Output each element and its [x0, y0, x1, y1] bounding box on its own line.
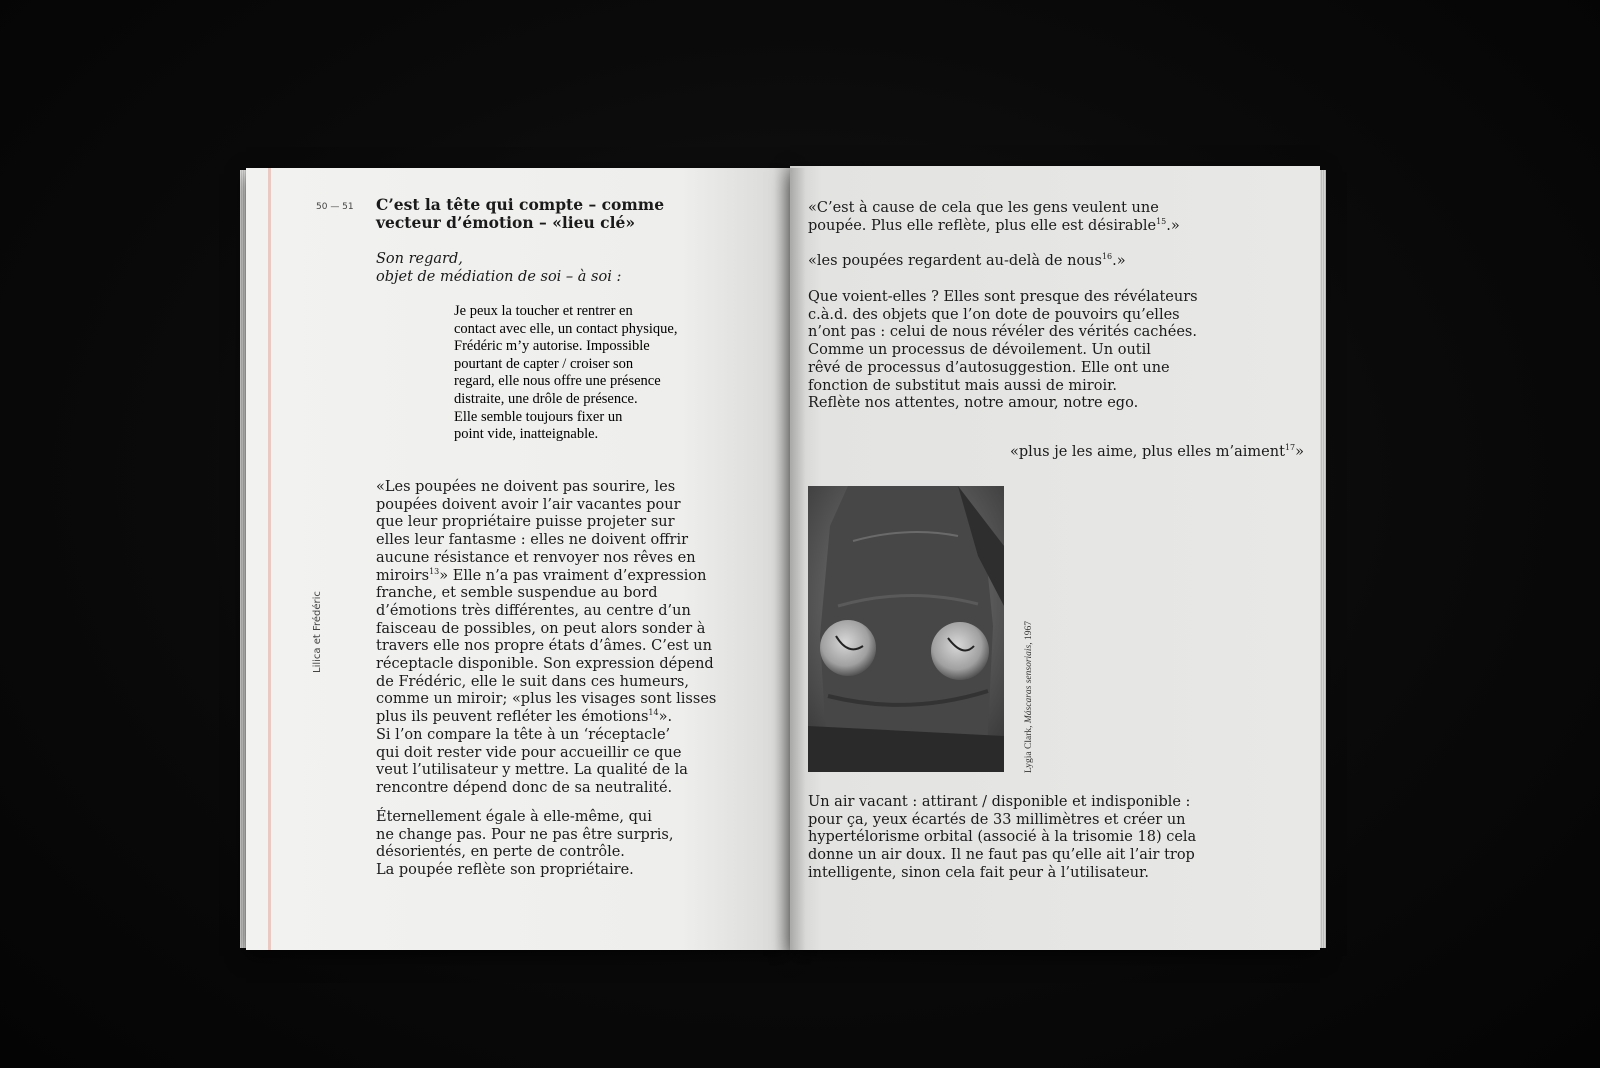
quote-line: Je peux la toucher et rentrer en	[454, 303, 633, 319]
pull-quote-text: «plus je les aime, plus elles m’aiment	[1010, 444, 1285, 460]
footnote-ref: 16	[1101, 252, 1113, 261]
page-numbers: 50 — 51	[316, 202, 354, 212]
body-line: travers elle nos propre états d’âmes. C’est un	[376, 638, 712, 655]
italic-line: objet de médiation de soi – à soi :	[376, 269, 622, 285]
body-line: désorientés, en perte de contrôle.	[376, 844, 625, 861]
page-edge-accent	[268, 168, 271, 950]
body-line: c.à.d. des objets que l’on dote de pouvoirs qu’elles	[808, 306, 1180, 323]
body-text: plus ils peuvent refléter les émotions	[376, 709, 649, 726]
right-page-stack-edge	[1320, 170, 1326, 948]
open-book	[246, 168, 1324, 950]
body-line: «C’est à cause de cela que les gens veulent une	[808, 200, 1159, 216]
quote-paragraph	[808, 200, 1288, 235]
footnote-ref: 17	[1284, 443, 1296, 452]
body-line: franche, et semble suspendue au bord	[376, 585, 658, 602]
body-line: Éternellement égale à elle-même, qui	[376, 809, 652, 825]
caption-title: Máscaras sensoriais	[1024, 644, 1034, 724]
body-line: elles leur fantasme : elles ne doivent offrir	[376, 532, 689, 549]
body-line: que leur propriétaire puisse projeter sur	[376, 514, 675, 531]
left-page	[246, 168, 790, 950]
body-text: ».	[658, 709, 673, 726]
caption-year: , 1967	[1024, 620, 1034, 645]
body-line: Comme un processus de dévoilement. Un outil	[808, 342, 1151, 359]
body-text: «les poupées regardent au-delà de nous	[808, 253, 1102, 269]
body-line: faisceau de possibles, on peut alors sonder à	[376, 620, 706, 637]
body-line-footnote	[808, 253, 1288, 271]
body-line-footnote	[376, 709, 756, 727]
quote-line: pourtant de capter / croiser son	[454, 355, 634, 372]
hooded-figure-with-masks-image	[808, 486, 1004, 772]
body-line: hypertélorisme orbital (associé à la trisomie 18) cela	[808, 829, 1197, 846]
body-line: d’émotions très différentes, au centre d’un	[376, 602, 691, 619]
body-line: «Les poupées ne doivent pas sourire, les	[376, 479, 676, 495]
body-line: aucune résistance et renvoyer nos rêves en	[376, 549, 696, 566]
body-text: .»	[1166, 217, 1180, 234]
heading-line: C’est la tête qui compte – comme	[376, 195, 665, 214]
body-line: Un air vacant : attirant / disponible et indisponible :	[808, 794, 1191, 810]
body-line: Reflète nos attentes, notre amour, notre ego.	[808, 395, 1139, 412]
body-line: poupées doivent avoir l’air vacantes pour	[376, 496, 681, 513]
footnote-ref: 14	[648, 708, 659, 718]
body-line: donne un air doux. Il ne faut pas qu’elle ait l’air trop	[808, 847, 1195, 864]
closing-paragraph	[808, 794, 1288, 883]
body-line: rencontre dépend donc de sa neutralité.	[376, 779, 673, 796]
body-line: rêvé de processus d’autosuggestion. Elle ont une	[808, 359, 1170, 376]
body-line: Si l’on compare la tête à un ‘réceptacle’	[376, 726, 671, 743]
quote-line: distraite, une drôle de présence.	[454, 390, 638, 407]
caption-artist: Lygia Clark,	[1024, 723, 1034, 773]
italic-intro	[376, 250, 706, 286]
quote-line-paragraph	[808, 253, 1288, 271]
quote-line: contact avec elle, un contact physique,	[454, 320, 678, 337]
italic-line: Son regard,	[376, 251, 463, 267]
body-line: intelligente, sinon cela fait peur à l’utilisateur.	[808, 864, 1149, 881]
quote-line: point vide, inatteignable.	[454, 426, 599, 443]
body-line: Que voient-elles ? Elles sont presque des révélateurs	[808, 289, 1198, 305]
closing-paragraph	[376, 809, 756, 880]
book-gutter-shadow	[774, 168, 806, 950]
body-line: veut l’utilisateur y mettre. La qualité de la	[376, 762, 688, 779]
body-line: n’ont pas : celui de nous révéler des vérités cachées.	[808, 324, 1197, 341]
body-line-footnote	[808, 218, 1288, 236]
running-title: Lilica et Frédéric	[312, 591, 323, 673]
body-line: réceptacle disponible. Son expression dépend	[376, 656, 714, 673]
indented-quote	[454, 303, 754, 444]
quote-line: Frédéric m’y autorise. Impossible	[454, 338, 650, 355]
right-page	[790, 166, 1320, 950]
footnote-ref: 15	[1156, 216, 1167, 226]
body-text: poupée. Plus elle reflète, plus elle est désirable	[808, 217, 1157, 234]
body-line: ne change pas. Pour ne pas être surpris,	[376, 826, 674, 843]
pull-quote	[890, 444, 1304, 462]
body-line: comme un miroir; «plus les visages sont lisses	[376, 691, 717, 708]
body-text: » Elle n’a pas vraiment d’expression	[439, 567, 707, 584]
body-paragraph	[376, 479, 756, 798]
body-line: fonction de substitut mais aussi de miroir.	[808, 377, 1118, 394]
body-text: .»	[1112, 253, 1126, 269]
body-line: qui doit rester vide pour accueillir ce que	[376, 744, 682, 761]
artwork-photo	[808, 486, 1004, 772]
pull-quote-end: »	[1295, 444, 1304, 460]
photo-caption	[1024, 621, 1034, 773]
quote-line: Elle semble toujours fixer un	[454, 408, 623, 425]
footnote-ref: 13	[429, 566, 440, 576]
body-line: pour ça, yeux écartés de 33 millimètres et créer un	[808, 811, 1186, 828]
section-heading	[376, 196, 706, 232]
body-line: La poupée reflète son propriétaire.	[376, 862, 634, 879]
body-paragraph	[808, 289, 1288, 413]
quote-line: regard, elle nous offre une présence	[454, 373, 661, 390]
heading-line: vecteur d’émotion – «lieu clé»	[376, 213, 636, 232]
body-line-footnote	[376, 568, 756, 586]
body-text: miroirs	[376, 567, 430, 584]
body-line: de Frédéric, elle le suit dans ces humeurs,	[376, 673, 689, 690]
